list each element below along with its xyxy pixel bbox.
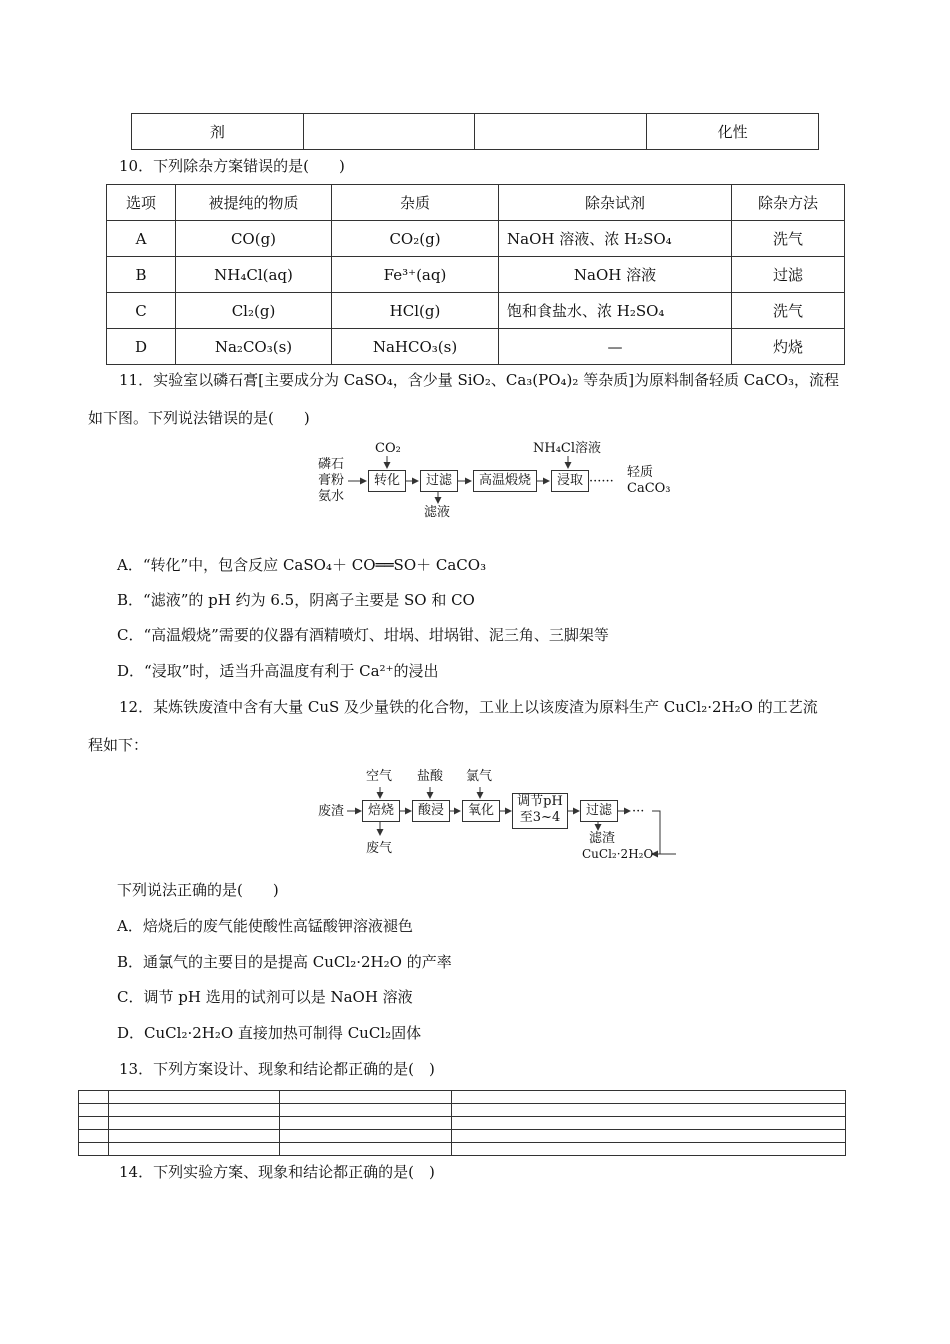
q11-nh4cl-label: NH₄Cl溶液 (533, 441, 602, 456)
q10-header: 选项 (107, 185, 176, 221)
q10-cell-substance: Na₂CO₃(s) (176, 329, 332, 365)
q11-step-box: 浸取 (551, 470, 589, 492)
q11-co2-label: CO₂ (375, 441, 401, 456)
q12-gas-label: 废气 (366, 841, 393, 856)
q10-cell-option: A (107, 221, 176, 257)
q10-header: 被提纯的物质 (176, 185, 332, 221)
q11-input-label: 磷石 (318, 457, 345, 472)
q11-option-a: A．“转化”中，包含反应 CaSO₄＋ CO══SO＋ CaCO₃ (117, 556, 487, 574)
top-table-cell (475, 114, 647, 150)
q10-cell-method: 洗气 (732, 221, 845, 257)
q11-step-box: 过滤 (420, 470, 458, 492)
q10-stem: 10．下列除杂方案错误的是( ) (119, 157, 345, 175)
q10-cell-impurity: HCl(g) (332, 293, 499, 329)
q12-step-box: 氧化 (462, 800, 500, 822)
q11-step-box: 转化 (368, 470, 406, 492)
q12-adjust-line: 调节pH (517, 794, 563, 809)
q12-top-label: 盐酸 (417, 769, 444, 784)
q10-header: 除杂试剂 (499, 185, 732, 221)
q10-cell-reagent: — (499, 329, 732, 365)
q12-product-label: CuCl₂·2H₂O (582, 847, 654, 861)
q11-stem-line2: 如下图。下列说法错误的是( ) (88, 409, 310, 427)
q10-cell-reagent: NaOH 溶液 (499, 257, 732, 293)
q10-cell-method: 过滤 (732, 257, 845, 293)
q11-input-label: 膏粉 (318, 473, 345, 488)
q12-question: 下列说法正确的是( ) (117, 881, 279, 899)
q12-option-b: B．通氯气的主要目的是提高 CuCl₂·2H₂O 的产率 (117, 953, 452, 971)
top-table (131, 113, 819, 150)
q12-top-label: 空气 (366, 769, 393, 784)
q10-cell-option: B (107, 257, 176, 293)
q12-adjust-box (512, 793, 568, 829)
q10-cell-method: 洗气 (732, 293, 845, 329)
q10-cell-substance: CO(g) (176, 221, 332, 257)
top-table-cell: 化性 (647, 114, 819, 150)
q11-option-c: C．“高温煅烧”需要的仪器有酒精喷灯、坩埚、坩埚钳、泥三角、三脚架等 (117, 626, 609, 644)
q12-step-box: 酸浸 (412, 800, 450, 822)
q10-row (107, 293, 845, 329)
q10-cell-method: 灼烧 (732, 329, 845, 365)
q13-stem: 13．下列方案设计、现象和结论都正确的是( ) (119, 1060, 435, 1078)
q10-cell-reagent: 饱和食盐水、浓 H₂SO₄ (499, 293, 732, 329)
q10-cell-substance: NH₄Cl(aq) (176, 257, 332, 293)
top-table-cell (303, 114, 475, 150)
q12-dots: ··· (632, 804, 645, 819)
q11-stem-line1: 11．实验室以磷石膏[主要成分为 CaSO₄，含少量 SiO₂、Ca₃(PO₄)₂ 等杂质]为原料制备轻质 CaCO₃，流程 (119, 371, 840, 389)
q12-step-box: 焙烧 (362, 800, 400, 822)
q14-stem: 14．下列实验方案、现象和结论都正确的是( ) (119, 1163, 435, 1181)
q11-option-d: D．“浸取”时，适当升高温度有利于 Ca²⁺的浸出 (117, 662, 439, 680)
q12-option-c: C．调节 pH 选用的试剂可以是 NaOH 溶液 (117, 988, 413, 1006)
q12-stem-line1: 12．某炼铁废渣中含有大量 CuS 及少量铁的化合物，工业上以该废渣为原料生产 CuCl₂·2H₂O 的工艺流 (119, 698, 818, 716)
q10-cell-option: D (107, 329, 176, 365)
q10-cell-impurity: CO₂(g) (332, 221, 499, 257)
top-table-cell: 剂 (132, 114, 304, 150)
q10-header: 杂质 (332, 185, 499, 221)
q12-stem-line2: 程如下： (88, 736, 149, 754)
q12-residue-label: 滤渣 (589, 831, 616, 846)
q10-table (106, 184, 845, 365)
q10-cell-substance: Cl₂(g) (176, 293, 332, 329)
q13-empty-table (78, 1090, 846, 1156)
q12-adjust-line: 至3~4 (519, 810, 561, 825)
q12-filter-box: 过滤 (580, 800, 618, 822)
q12-input-label: 废渣 (318, 804, 345, 819)
q12-option-a: A．焙烧后的废气能使酸性高锰酸钾溶液褪色 (117, 917, 413, 935)
q11-option-b: B．“滤液”的 pH 约为 6.5，阴离子主要是 SO 和 CO (117, 591, 475, 609)
q11-dots: ······ (589, 474, 614, 489)
q10-row (107, 329, 845, 365)
q10-cell-option: C (107, 293, 176, 329)
q11-step-box: 高温煅烧 (473, 470, 537, 492)
q10-cell-impurity: NaHCO₃(s) (332, 329, 499, 365)
q11-product-label: 轻质 (627, 465, 654, 480)
q11-filtrate-label: 滤液 (424, 505, 451, 520)
q10-cell-impurity: Fe³⁺(aq) (332, 257, 499, 293)
q12-top-label: 氯气 (466, 769, 493, 784)
q11-input-label: 氨水 (318, 489, 345, 504)
q10-header: 除杂方法 (732, 185, 845, 221)
q11-product-label: CaCO₃ (627, 481, 671, 496)
q12-option-d: D．CuCl₂·2H₂O 直接加热可制得 CuCl₂固体 (117, 1024, 422, 1042)
q10-row (107, 257, 845, 293)
q10-row (107, 221, 845, 257)
q10-cell-reagent: NaOH 溶液、浓 H₂SO₄ (499, 221, 732, 257)
